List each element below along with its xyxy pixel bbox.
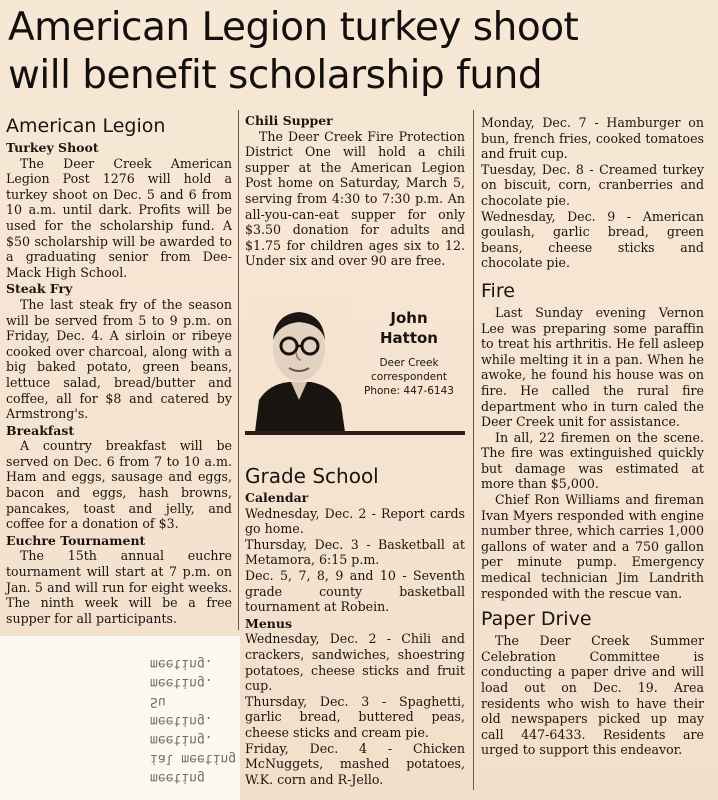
menus-subhead: Menus	[245, 615, 293, 631]
right-column	[481, 115, 704, 758]
menu-item: Monday, Dec. 7 - Hamburger on bun, french fries, cooked tomatoes and fruit cup.	[481, 115, 704, 162]
american-legion-heading: American Legion	[6, 115, 166, 137]
correspondent-phone: Phone: 447-6143	[364, 385, 454, 397]
correspondent-photo	[249, 300, 349, 432]
turkey-shoot-text: The Deer Creek American Legion Post 1276 will hold a turkey shoot on Dec. 5 and 6 from 10 a.m. until dark. Profits will be used for the scholarship fund. A $50 scholarship will be awarded to a graduating senior from Dee-Mack High School.	[6, 155, 232, 280]
name-line-1: John	[390, 309, 428, 327]
bleed-line: meeting.	[150, 656, 213, 671]
fire-heading: Fire	[481, 279, 515, 302]
grade-school-heading: Grade School	[245, 464, 379, 488]
column-rule	[473, 110, 474, 790]
menu-item: Wednesday, Dec. 2 - Chili and crackers, sandwiches, shoestring potatoes, cheese sticks and fruit cup.	[245, 631, 465, 694]
menu-item: Wednesday, Dec. 9 - American goulash, garlic bread, green beans, cheese sticks and chocolate pie.	[481, 208, 704, 271]
calendar-item: Dec. 5, 7, 8, 9 and 10 - Seventh grade county basketball tournament at Robein.	[245, 567, 465, 615]
breakfast-subhead: Breakfast	[6, 422, 75, 438]
chili-supper-column	[245, 112, 465, 269]
bleed-line: meeting.	[150, 732, 213, 747]
bleed-through-text	[150, 654, 245, 787]
bleed-line: meeting	[150, 770, 205, 785]
calendar-subhead: Calendar	[245, 490, 309, 505]
chili-supper-text: The Deer Creek Fire Protection District One will hold a chili supper at the American Legion Post home on Saturday, March 5, serving from 4:30 to 7:30 p.m. An all-you-can-eat supper for only $3.50 donation for adults and $1.75 for children ages six to 12. Under six and over 90 are free.	[245, 128, 465, 269]
menu-item: Friday, Dec. 4 - Chicken McNuggets, mashed potatoes, W.K. corn and R-Jello.	[245, 740, 465, 787]
fire-paragraph: In all, 22 firemen on the scene. The fire was extinguished quickly but damage was estimated at more than $5,000.	[481, 429, 704, 492]
bleed-line: Su	[150, 694, 166, 709]
headline	[8, 4, 713, 100]
menu-item: Tuesday, Dec. 8 - Creamed turkey on biscuit, corn, cranberries and chocolate pie.	[481, 161, 704, 208]
fire-paragraph: Chief Ron Williams and fireman Ivan Myers responded with engine number three, which carries 1,000 gallons of water and a 750 gallon per minute pump. Emergency medical technician Jim Landrith responded with the rescue van.	[481, 492, 704, 601]
steak-fry-text: The last steak fry of the season will be served from 5 to 9 p.m. on Friday, Dec. 4. A sirloin or ribeye cooked over charcoal, along with a big baked potato, green beans, lettuce salad, bread/butter and coffee, all for $8 and catered by Armstrong's.	[6, 296, 232, 422]
bleed-line: meeting.	[150, 675, 213, 690]
bleed-line: ial meeting	[150, 751, 237, 766]
calendar-item: Thursday, Dec. 3 - Basketball at Metamora, 6:15 p.m.	[245, 536, 465, 568]
photo-rule	[245, 431, 465, 435]
headline-line-1: American Legion turkey shoot	[8, 5, 579, 50]
correspondent-name	[353, 308, 465, 348]
american-legion-column	[6, 112, 232, 626]
correspondent-photo-box	[245, 300, 465, 435]
turkey-shoot-subhead: Turkey Shoot	[6, 140, 99, 155]
paper-drive-text: The Deer Creek Summer Celebration Committee is conducting a paper drive and will load out on Dec. 19. Area residents who wish to have their old newspapers picked up may call 447-6433. Residents are urged to support this endeavor.	[481, 633, 704, 758]
fire-paragraph: Last Sunday evening Vernon Lee was preparing some paraffin to treat his arthritis. He fell asleep while melting it in a pan. When he awoke, he found his house was on fire. He called the rural fire department who in turn caled the Deer Creek unit for assistance.	[481, 304, 704, 430]
grade-school-section	[245, 462, 465, 787]
calendar-item: Wednesday, Dec. 2 - Report cards go home.	[245, 505, 465, 537]
steak-fry-subhead: Steak Fry	[6, 281, 73, 297]
breakfast-text: A country breakfast will be served on Dec. 6 from 7 to 10 a.m. Ham and eggs, sausage and eggs, bacon and eggs, hash browns, pancakes, toast and jelly, and coffee for a donation of $3.	[6, 438, 232, 532]
role-line-1: Deer Creek	[379, 357, 439, 369]
name-line-2: Hatton	[379, 329, 438, 347]
correspondent-role	[353, 356, 465, 398]
role-line-2: correspondent	[371, 371, 447, 383]
euchre-subhead: Euchre Tournament	[6, 532, 146, 548]
chili-supper-subhead: Chili Supper	[245, 113, 333, 128]
portrait-image	[249, 300, 349, 432]
bleed-line: meeting.	[150, 713, 213, 728]
paper-drive-heading: Paper Drive	[481, 608, 592, 631]
headline-line-2: will benefit scholarship fund	[8, 53, 543, 98]
column-rule	[238, 110, 239, 630]
menu-item: Thursday, Dec. 3 - Spaghetti, garlic bread, buttered peas, cheese sticks and cream pie.	[245, 693, 465, 740]
euchre-text: The 15th annual euchre tournament will start at 7 p.m. on Jan. 5 and will run for eight weeks. The ninth week will be a free supper for all participants.	[6, 548, 232, 626]
